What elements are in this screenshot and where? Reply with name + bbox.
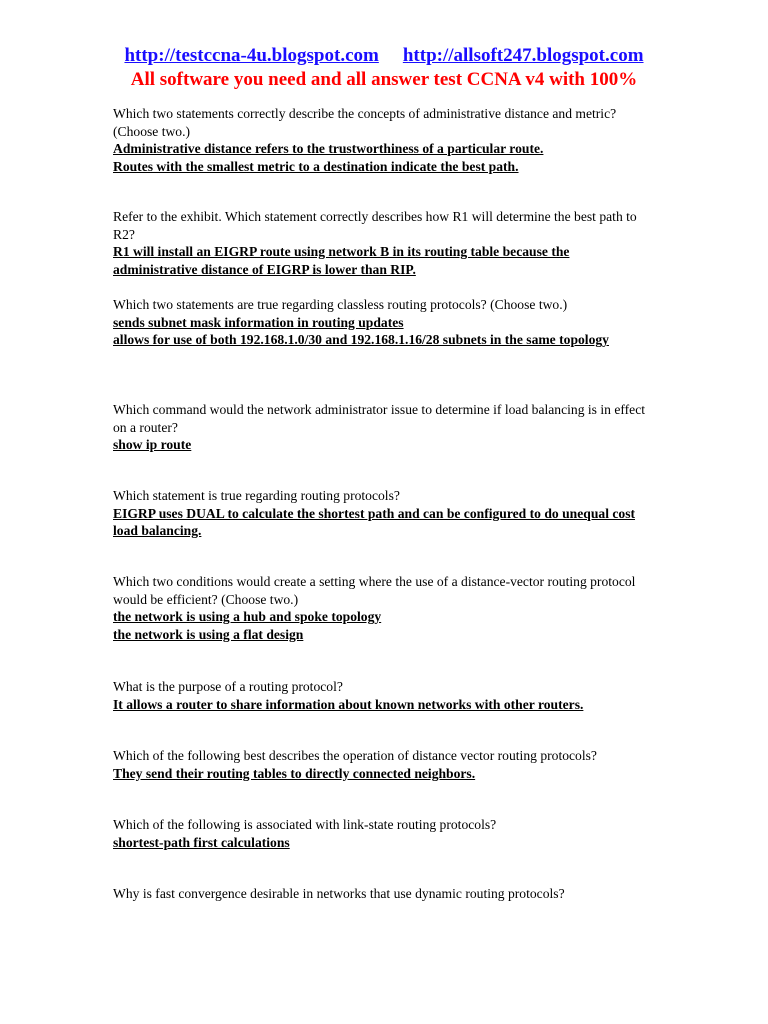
question-text: Which command would the network administrator issue to determine if load balancing is in effect on a router? xyxy=(113,402,646,435)
answer-text: the network is using a hub and spoke topology xyxy=(113,609,382,625)
answer-text: show ip route xyxy=(113,437,192,453)
question-text: Why is fast convergence desirable in networks that use dynamic routing protocols? xyxy=(113,886,565,901)
qa-item-9 xyxy=(113,816,653,851)
qa-item-6 xyxy=(113,573,653,643)
page-header xyxy=(0,44,768,92)
promo-text: All software you need and all answer test CCNA v4 with 100% xyxy=(130,69,638,90)
question-text: Which of the following best describes the operation of distance vector routing protocols? xyxy=(113,748,597,763)
question-text: Which two statements are true regarding classless routing protocols? (Choose two.) xyxy=(113,297,568,312)
qa-item-4 xyxy=(113,401,653,454)
answer-text: allows for use of both 192.168.1.0/30 and 192.168.1.16/28 subnets in the same topology xyxy=(113,332,609,348)
qa-item-5 xyxy=(113,487,653,540)
question-text: Which two statements correctly describe the concepts of administrative distance and metric? (Choose two.) xyxy=(113,106,617,139)
header-links xyxy=(0,44,768,68)
answer-text: Routes with the smallest metric to a destination indicate the best path. xyxy=(113,158,519,174)
qa-item-10 xyxy=(113,885,653,903)
question-text: Which of the following is associated with link-state routing protocols? xyxy=(113,817,497,832)
question-text: Which two conditions would create a setting where the use of a distance-vector routing protocol would be efficient? (Choose two.) xyxy=(113,574,636,607)
qa-item-1 xyxy=(113,105,653,175)
answer-text: Administrative distance refers to the trustworthiness of a particular route. xyxy=(113,141,544,157)
answer-text: the network is using a flat design xyxy=(113,626,304,642)
allsoft-link[interactable]: http://allsoft247.blogspot.com xyxy=(402,45,644,66)
answer-text: EIGRP uses DUAL to calculate the shortest path and can be configured to do unequal cost load balancing. xyxy=(113,505,636,539)
qa-item-2 xyxy=(113,208,653,278)
question-text: Refer to the exhibit. Which statement correctly describes how R1 will determine the best path to R2? xyxy=(113,209,637,242)
qa-item-7 xyxy=(113,678,653,713)
qa-item-8 xyxy=(113,747,653,782)
answer-text: sends subnet mask information in routing updates xyxy=(113,314,404,330)
question-text: What is the purpose of a routing protocol? xyxy=(113,679,343,694)
answer-text: They send their routing tables to directly connected neighbors. xyxy=(113,765,476,781)
qa-item-3 xyxy=(113,296,653,349)
answer-text: It allows a router to share information about known networks with other routers. xyxy=(113,696,584,712)
question-text: Which statement is true regarding routing protocols? xyxy=(113,488,400,503)
answer-text: shortest-path first calculations xyxy=(113,834,290,850)
answer-text: R1 will install an EIGRP route using network B in its routing table because the administrative distance of EIGRP is lower than RIP. xyxy=(113,244,570,277)
testccna-link[interactable]: http://testccna-4u.blogspot.com xyxy=(124,45,379,66)
